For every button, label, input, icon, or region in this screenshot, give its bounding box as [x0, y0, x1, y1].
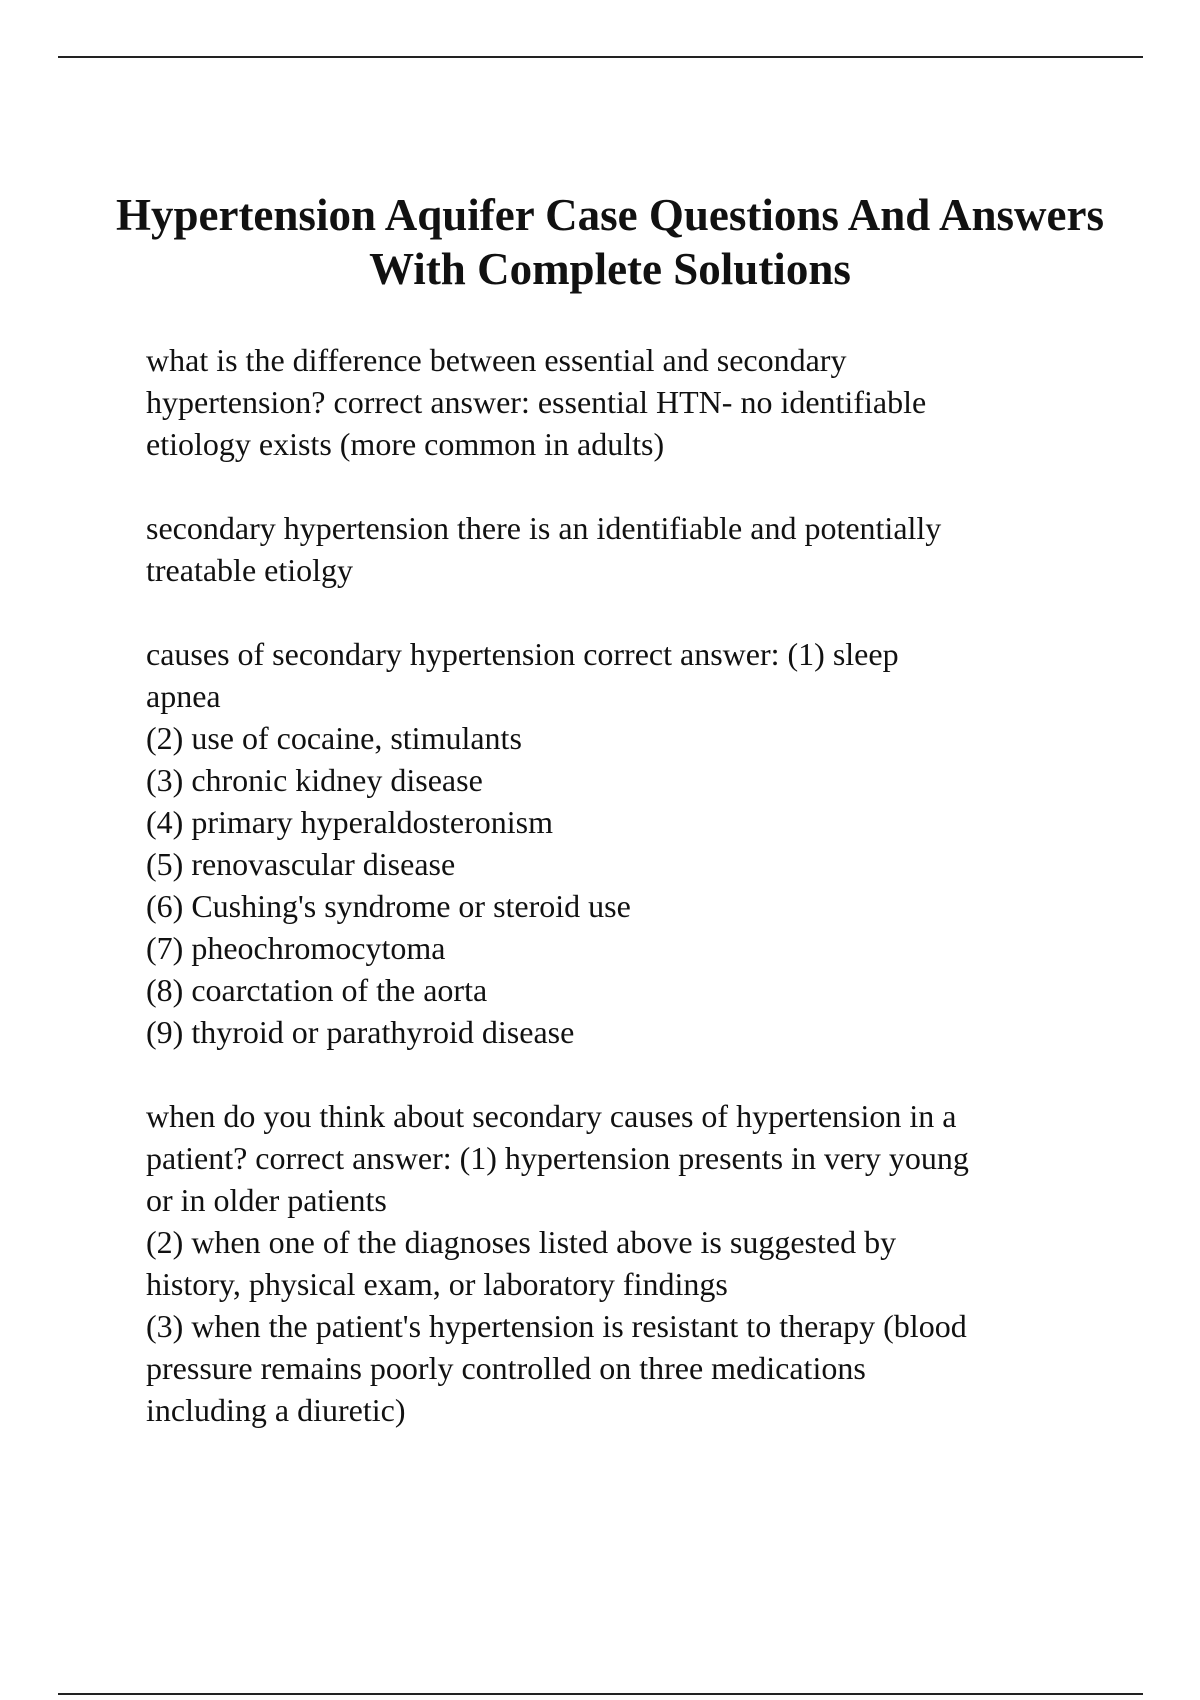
paragraph-when-to-consider: when do you think about secondary causes of hypertension in a patient? correct answer: (1) hypertension presents in very young or in older patients (2) when one of the diagnoses listed above is suggested by history, physical exam, or laboratory findings (3) when the patient's hypertension is resistant to therapy (blood pressure remains poorly controlled on three medications including a diuretic): [146, 1098, 969, 1428]
bottom-divider: [58, 1693, 1143, 1695]
document-body: [146, 339, 1106, 1431]
page-title: Hypertension Aquifer Case Questions And Answers With Complete Solutions: [115, 190, 1105, 294]
top-divider: [58, 56, 1143, 58]
paragraph-causes-list: causes of secondary hypertension correct answer: (1) sleep apnea (2) use of cocaine, stimulants (3) chronic kidney disease (4) primary hyperaldosteronism (5) renovascular disease (6) Cushing's syndrome or steroid use (7) pheochromocytoma (8) coarctation of the aorta (9) thyroid or parathyroid disease: [146, 636, 899, 1050]
paragraph-secondary-definition: secondary hypertension there is an identifiable and potentially treatable etiolgy: [146, 510, 942, 588]
paragraph-essential-vs-secondary: what is the difference between essential and secondary hypertension? correct answer: essential HTN- no identifiable etiology exists (more common in adults): [146, 342, 927, 462]
